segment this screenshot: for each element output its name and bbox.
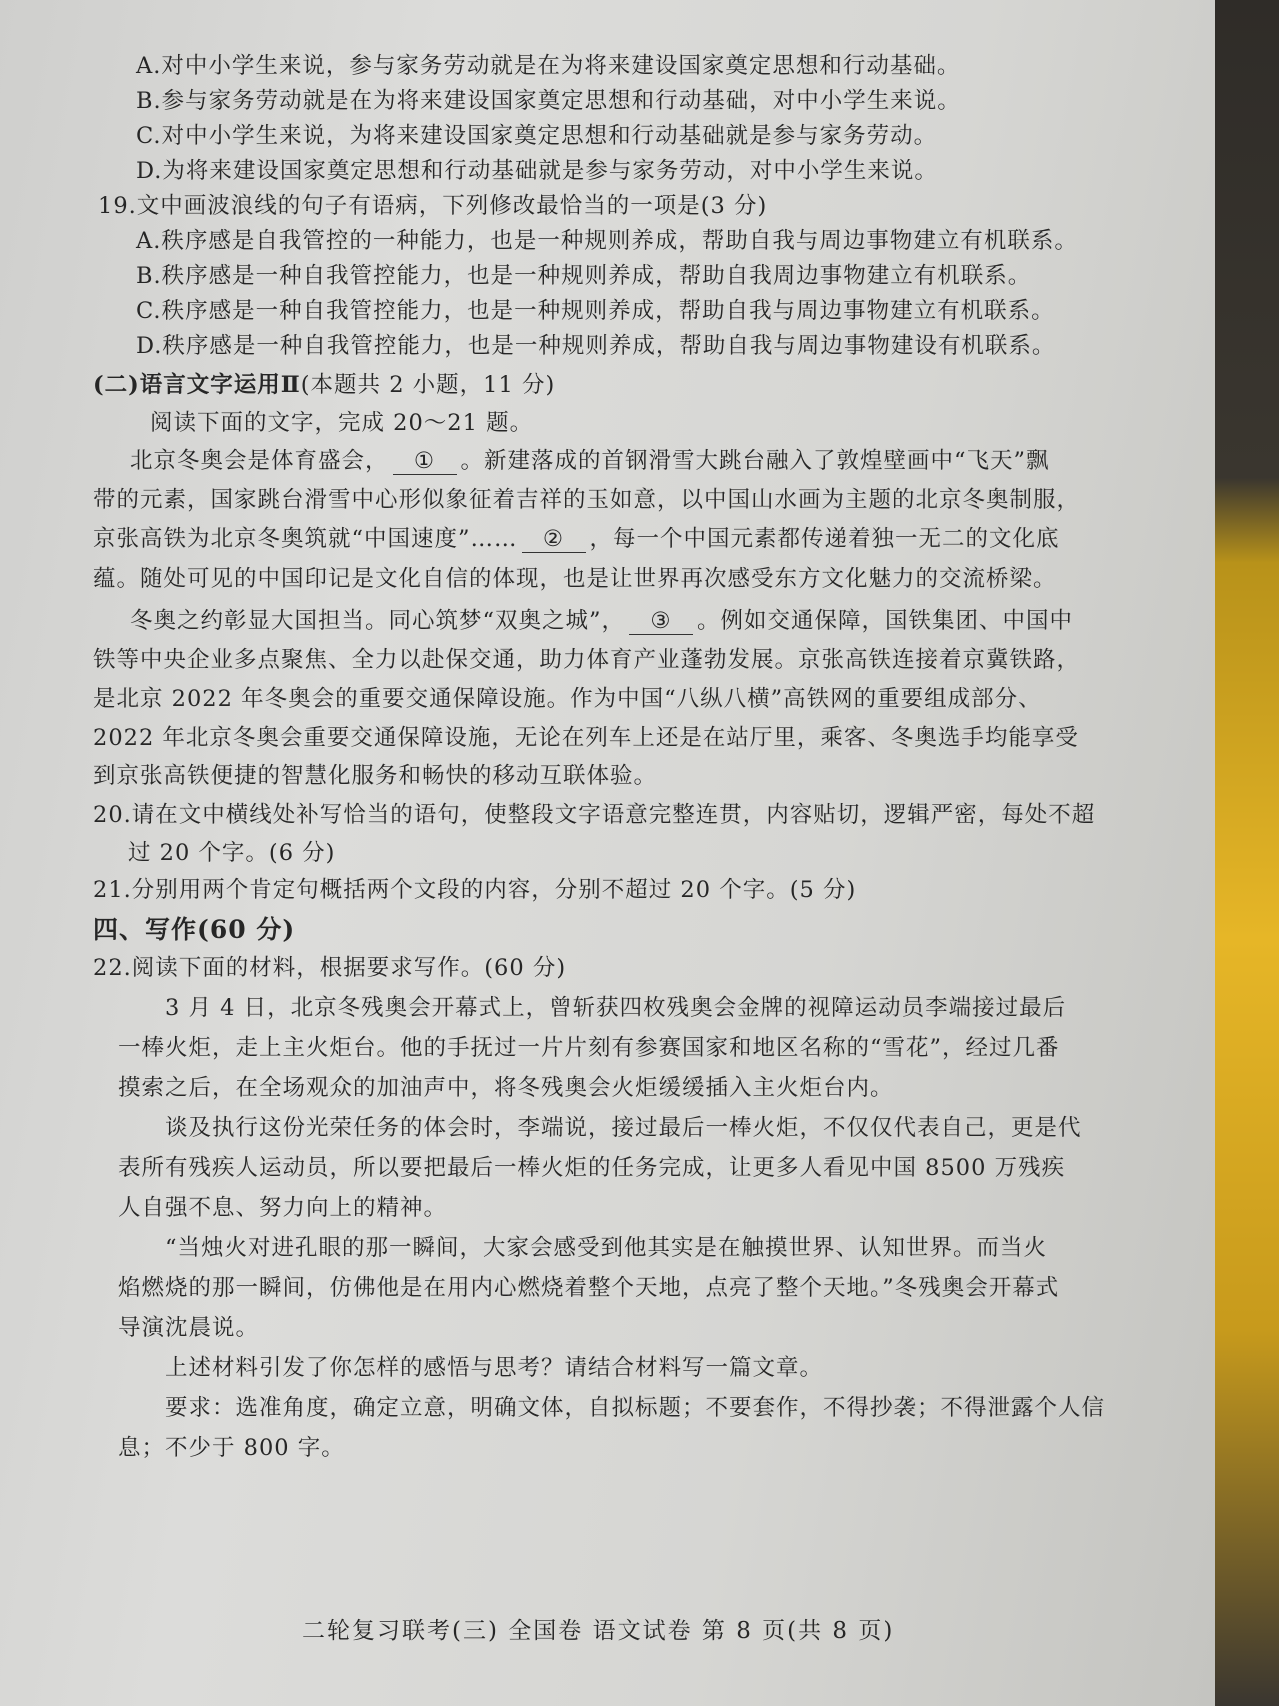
q18-option-c: C.对中小学生来说，为将来建设国家奠定思想和行动基础就是参与家务劳动。 [136,123,938,149]
para1-line3-a: 京张高铁为北京冬奥筑就“中国速度”…… [93,526,518,552]
material2-line1: 谈及执行这份光荣任务的体会时，李端说，接过最后一棒火炬，不仅仅代表自己，更是代 [165,1115,1082,1141]
para2-line3: 是北京 2022 年冬奥会的重要交通保障设施。作为中国“八纵八横”高铁网的重要组成部分、 [93,686,1042,712]
para1-line3-b: ，每一个中国元素都传递着独一无二的文化底 [589,526,1060,552]
section4-heading: 四、写作(60 分) [93,915,296,944]
q18-option-a: A.对中小学生来说，参与家务劳动就是在为将来建设国家奠定思想和行动基础。 [136,53,961,79]
para1-line1-b: 。新建落成的首钢滑雪大跳台融入了敦煌壁画中“飞天”飘 [460,448,1050,474]
section2-heading [93,367,555,399]
para2-line1 [130,603,1073,635]
material1-line3: 摸索之后，在全场观众的加油声中，将冬残奥会火炬缓缓插入主火炬台内。 [118,1075,894,1101]
q19-option-d: D.秩序感是一种自我管控能力，也是一种规则养成，帮助自我与周边事物建设有机联系。 [136,333,1056,359]
q19-option-a: A.秩序感是自我管控的一种能力，也是一种规则养成，帮助自我与周边事物建立有机联系。 [136,228,1078,254]
para1-line1-a: 北京冬奥会是体育盛会， [130,448,389,474]
writing-requirements-line2: 息；不少于 800 字。 [118,1435,345,1461]
background-edge [1215,0,1279,1706]
section2-heading-bold: (二)语言文字运用Ⅱ [93,372,301,398]
para1-line1 [130,443,1050,475]
para2-line5: 到京张高铁便捷的智慧化服务和畅快的移动互联体验。 [93,763,658,789]
q20-line2: 过 20 个字。(6 分) [128,840,336,866]
blank-3: ③ [629,608,693,635]
q19-option-c: C.秩序感是一种自我管控能力，也是一种规则养成，帮助自我与周边事物建立有机联系。 [136,298,1055,324]
material2-line2: 表所有残疾人运动员，所以要把最后一棒火炬的任务完成，让更多人看见中国 8500 万残疾 [118,1155,1066,1181]
material1-line2: 一棒火炬，走上主火炬台。他的手抚过一片片刻有参赛国家和地区名称的“雪花”，经过几番 [118,1035,1060,1061]
material3-line3: 导演沈晨说。 [118,1315,260,1341]
q19-stem: 19.文中画波浪线的句子有语病，下列修改最恰当的一项是(3 分) [98,193,768,219]
q22-stem: 22.阅读下面的材料，根据要求写作。(60 分) [93,955,567,981]
para1-line3 [93,521,1060,553]
q18-option-d: D.为将来建设国家奠定思想和行动基础就是参与家务劳动，对中小学生来说。 [136,158,938,184]
para1-line4: 蕴。随处可见的中国印记是文化自信的体现，也是让世界再次感受东方文化魅力的交流桥梁。 [93,566,1057,592]
material2-line3: 人自强不息、努力向上的精神。 [118,1195,448,1221]
writing-prompt: 上述材料引发了你怎样的感悟与思考？请结合材料写一篇文章。 [165,1355,824,1381]
q20-line1: 20.请在文中横线处补写恰当的语句，使整段文字语意完整连贯，内容贴切，逻辑严密，每处不超 [93,802,1096,828]
para2-line1-b: 。例如交通保障，国铁集团、中国中 [697,608,1074,634]
material3-line1: “当烛火对进孔眼的那一瞬间，大家会感受到他其实是在触摸世界、认知世界。而当火 [165,1235,1048,1261]
blank-1: ① [393,448,457,475]
para2-line1-a: 冬奥之约彰显大国担当。同心筑梦“双奥之城”， [130,608,626,634]
para1-line2: 带的元素，国家跳台滑雪中心形似象征着吉祥的玉如意，以中国山水画为主题的北京冬奥制服， [93,487,1081,513]
writing-requirements-line1: 要求：选准角度，确定立意，明确文体，自拟标题；不要套作，不得抄袭；不得泄露个人信 [165,1395,1106,1421]
q18-option-b: B.参与家务劳动就是在为将来建设国家奠定思想和行动基础，对中小学生来说。 [136,88,961,114]
material3-line2: 焰燃烧的那一瞬间，仿佛他是在用内心燃烧着整个天地，点亮了整个天地。”冬残奥会开幕式 [118,1275,1060,1301]
q19-option-b: B.秩序感是一种自我管控能力，也是一种规则养成，帮助自我周边事物建立有机联系。 [136,263,1032,289]
para2-line2: 铁等中央企业多点聚焦、全力以赴保交通，助力体育产业蓬勃发展。京张高铁连接着京冀铁路， [93,647,1081,673]
blank-2: ② [522,526,586,553]
para2-line4: 2022 年北京冬奥会重要交通保障设施，无论在列车上还是在站厅里，乘客、冬奥选手均能享受 [93,725,1079,751]
section2-instruction: 阅读下面的文字，完成 20～21 题。 [150,410,534,436]
q21: 21.分别用两个肯定句概括两个文段的内容，分别不超过 20 个字。(5 分) [93,877,857,903]
material1-line1: 3 月 4 日，北京冬残奥会开幕式上，曾斩获四枚残奥会金牌的视障运动员李端接过最后 [165,995,1067,1021]
page-footer: 二轮复习联考(三) 全国卷 语文试卷 第 8 页(共 8 页) [302,1618,895,1644]
section2-heading-rest: (本题共 2 小题，11 分) [300,372,556,398]
